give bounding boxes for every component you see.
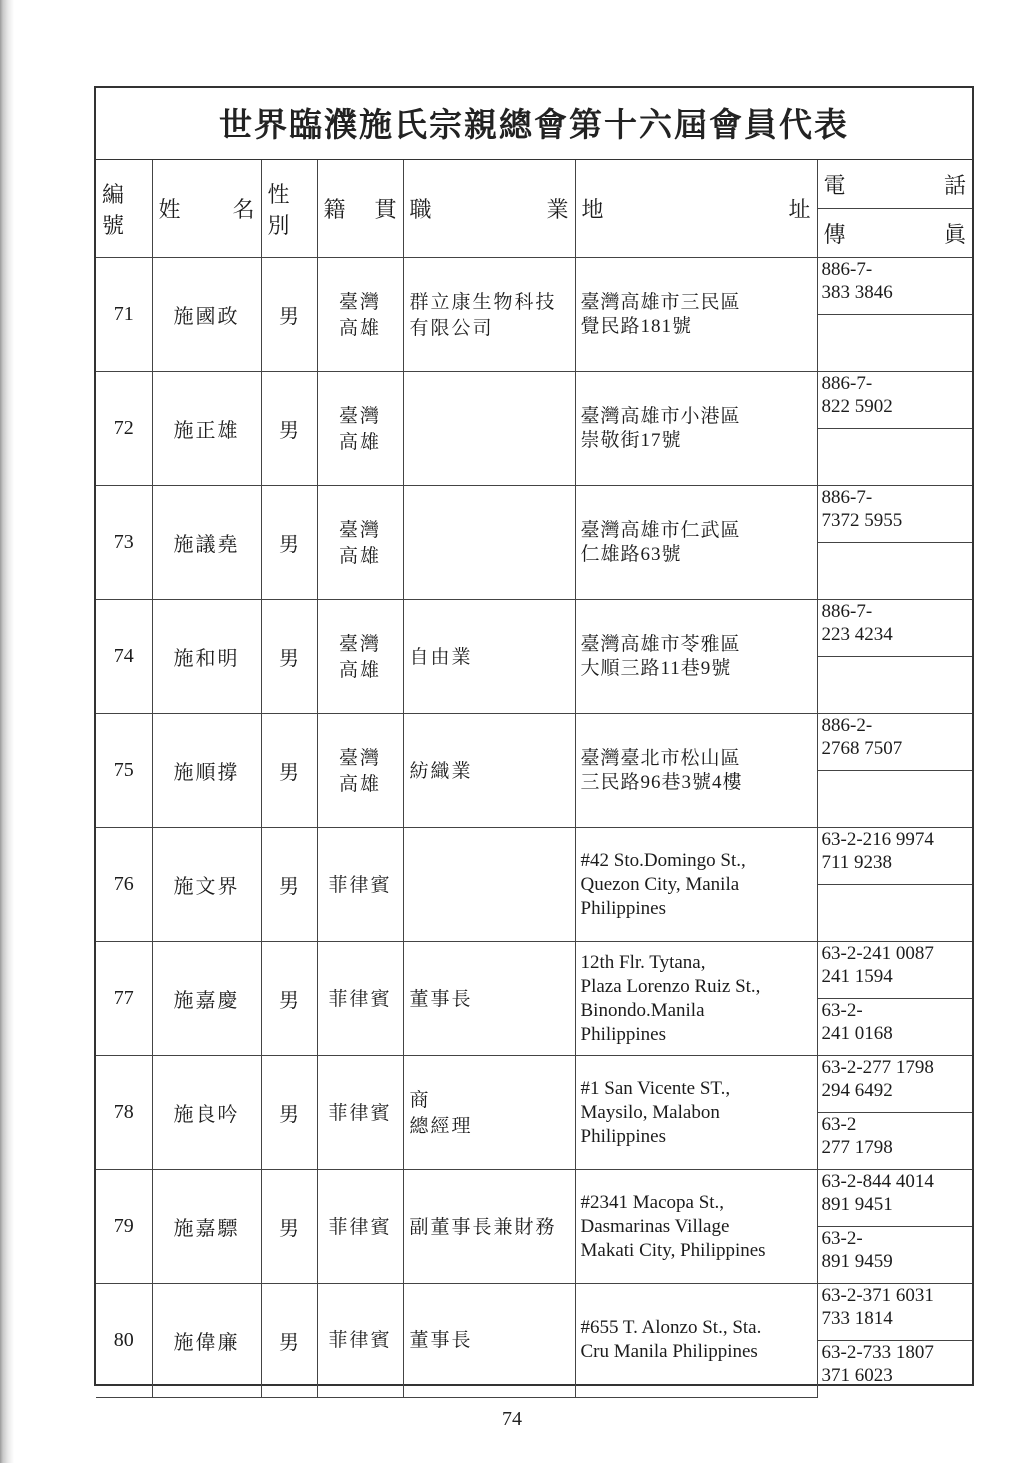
member-sex: 男 <box>261 714 317 828</box>
member-table-body <box>96 160 972 1397</box>
member-address: 臺灣高雄市苓雅區 大順三路11巷9號 <box>575 600 817 714</box>
member-phone: 886-7- 7372 5955 <box>817 486 972 543</box>
member-origin: 菲律賓 <box>317 1056 403 1170</box>
member-sex: 男 <box>261 828 317 942</box>
table-row <box>96 1170 972 1227</box>
member-sex: 男 <box>261 1284 317 1398</box>
row-number: 73 <box>96 486 152 600</box>
member-phone: 886-2- 2768 7507 <box>817 714 972 771</box>
table-row <box>96 372 972 429</box>
header-phone: 電 話 <box>817 160 972 209</box>
member-occupation: 副董事長兼財務 <box>403 1170 575 1284</box>
header-address: 地 址 <box>575 160 817 258</box>
member-name: 施正雄 <box>152 372 261 486</box>
member-address: #655 T. Alonzo St., Sta. Cru Manila Philippines <box>575 1284 817 1398</box>
member-address: #1 San Vicente ST., Maysilo, Malabon Philippines <box>575 1056 817 1170</box>
member-name: 施和明 <box>152 600 261 714</box>
member-address: #2341 Macopa St., Dasmarinas Village Makati City, Philippines <box>575 1170 817 1284</box>
header-origin: 籍 貫 <box>317 160 403 258</box>
member-fax: 63-2- 241 0168 <box>817 999 972 1056</box>
row-number: 76 <box>96 828 152 942</box>
header-sex: 性別 <box>261 160 317 258</box>
member-fax <box>817 429 972 486</box>
member-origin: 菲律賓 <box>317 1170 403 1284</box>
table-row <box>96 1056 972 1113</box>
member-fax <box>817 771 972 828</box>
header-fax: 傳 眞 <box>817 209 972 258</box>
member-sex: 男 <box>261 942 317 1056</box>
member-address: 12th Flr. Tytana, Plaza Lorenzo Ruiz St., Binondo.Manila Philippines <box>575 942 817 1056</box>
header-row <box>96 160 972 209</box>
member-address: 臺灣臺北市松山區 三民路96巷3號4樓 <box>575 714 817 828</box>
member-name: 施文界 <box>152 828 261 942</box>
member-fax <box>817 315 972 372</box>
member-fax: 63-2 277 1798 <box>817 1113 972 1170</box>
row-number: 71 <box>96 258 152 372</box>
member-fax: 63-2- 891 9459 <box>817 1227 972 1284</box>
header-occupation: 職 業 <box>403 160 575 258</box>
table-row <box>96 714 972 771</box>
member-table <box>96 160 972 1398</box>
member-phone: 886-7- 223 4234 <box>817 600 972 657</box>
member-sex: 男 <box>261 372 317 486</box>
member-occupation <box>403 828 575 942</box>
member-origin: 菲律賓 <box>317 942 403 1056</box>
member-address: 臺灣高雄市三民區 覺民路181號 <box>575 258 817 372</box>
member-occupation: 紡織業 <box>403 714 575 828</box>
row-number: 72 <box>96 372 152 486</box>
member-origin: 菲律賓 <box>317 1284 403 1398</box>
member-name: 施嘉慶 <box>152 942 261 1056</box>
member-sex: 男 <box>261 258 317 372</box>
member-origin: 臺灣 高雄 <box>317 714 403 828</box>
table-row <box>96 258 972 315</box>
member-address: #42 Sto.Domingo St., Quezon City, Manila Philippines <box>575 828 817 942</box>
member-phone: 63-2-216 9974 711 9238 <box>817 828 972 885</box>
member-phone: 886-7- 822 5902 <box>817 372 972 429</box>
table-row <box>96 486 972 543</box>
page-number: 74 <box>502 1408 522 1430</box>
member-occupation: 群立康生物科技 有限公司 <box>403 258 575 372</box>
member-fax <box>817 543 972 600</box>
member-occupation: 商 總經理 <box>403 1056 575 1170</box>
header-name: 姓 名 <box>152 160 261 258</box>
row-number: 77 <box>96 942 152 1056</box>
member-origin: 臺灣 高雄 <box>317 372 403 486</box>
member-phone: 63-2-844 4014 891 9451 <box>817 1170 972 1227</box>
member-phone: 63-2-371 6031 733 1814 <box>817 1284 972 1341</box>
member-address: 臺灣高雄市小港區 崇敬街17號 <box>575 372 817 486</box>
header-num: 編號 <box>96 160 152 258</box>
member-origin: 臺灣 高雄 <box>317 486 403 600</box>
row-number: 75 <box>96 714 152 828</box>
member-origin: 臺灣 高雄 <box>317 258 403 372</box>
member-fax: 63-2-733 1807 371 6023 <box>817 1341 972 1398</box>
page-title: 世界臨濮施氏宗親總會第十六屆會員代表 <box>96 86 972 160</box>
member-occupation: 董事長 <box>403 942 575 1056</box>
member-occupation: 自由業 <box>403 600 575 714</box>
member-sex: 男 <box>261 1056 317 1170</box>
member-origin: 菲律賓 <box>317 828 403 942</box>
member-occupation <box>403 372 575 486</box>
member-sex: 男 <box>261 600 317 714</box>
row-number: 78 <box>96 1056 152 1170</box>
row-number: 74 <box>96 600 152 714</box>
table-row <box>96 1284 972 1341</box>
member-occupation <box>403 486 575 600</box>
member-name: 施議堯 <box>152 486 261 600</box>
row-number: 80 <box>96 1284 152 1398</box>
member-name: 施順撐 <box>152 714 261 828</box>
table-row <box>96 600 972 657</box>
member-address: 臺灣高雄市仁武區 仁雄路63號 <box>575 486 817 600</box>
member-phone: 63-2-277 1798 294 6492 <box>817 1056 972 1113</box>
member-occupation: 董事長 <box>403 1284 575 1398</box>
member-phone: 63-2-241 0087 241 1594 <box>817 942 972 999</box>
member-name: 施國政 <box>152 258 261 372</box>
member-fax <box>817 657 972 714</box>
member-fax <box>817 885 972 942</box>
table-row <box>96 942 972 999</box>
member-origin: 臺灣 高雄 <box>317 600 403 714</box>
member-name: 施嘉驃 <box>152 1170 261 1284</box>
member-sex: 男 <box>261 486 317 600</box>
row-number: 79 <box>96 1170 152 1284</box>
member-phone: 886-7- 383 3846 <box>817 258 972 315</box>
table-row <box>96 828 972 885</box>
member-name: 施良吟 <box>152 1056 261 1170</box>
book-binding-shadow <box>0 0 14 1463</box>
member-name: 施偉廉 <box>152 1284 261 1398</box>
member-sex: 男 <box>261 1170 317 1284</box>
